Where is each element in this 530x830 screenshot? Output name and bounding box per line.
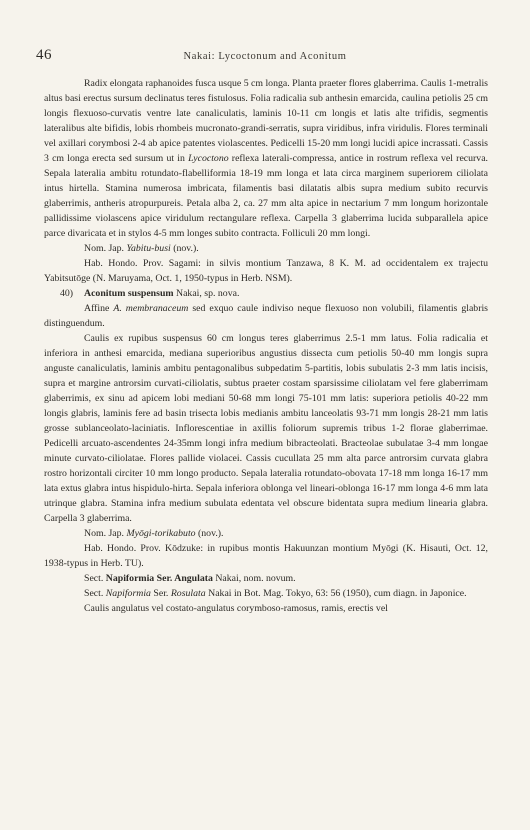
sect-suffix: Nakai in Bot. Mag. Tokyo, 63: 56 (1950), cum diagn. in Japonice. (205, 588, 467, 599)
habitat-yabitu: Hab. Hondo. Prov. Sagami: in silvis montium Tanzawa, 8 K. M. ad occidentalem ex trajectu Yabitsutōge (N. Maruyama, Oct. 1, 1950-typus in Herb. NSM). (44, 258, 488, 284)
section-angulata (44, 571, 488, 586)
species-number: 40) (60, 288, 74, 299)
affine-text: sed exquo caule indiviso neque flexuoso non volubili, filamentis glabris distinguendum. (44, 303, 488, 329)
nom-label: Nom. Jap. (84, 243, 127, 254)
sect-prefix: Sect. (84, 573, 106, 584)
section-rosulata (44, 586, 488, 601)
sect-mid: Ser. (150, 588, 171, 599)
affine-prefix: Affine (84, 303, 114, 314)
japanese-name-yabitu (44, 241, 488, 256)
angulata-description: Caulis angulatus vel costato-angulatus corymboso-ramosus, ramis, erectis vel (84, 603, 388, 614)
nom-suffix: (nov.). (170, 243, 199, 254)
description-text-part2: reflexa laterali-compressa, antice in rostrum reflexa vel recurva. Sepala lateralia ambitu rotundato-flabelliformia 18-19 mm longa et lata circa marginem superiorem ciliolata intus hirtella. Stamina numerosa imbricata, filamentis basi dilatatis albis supra medium subito recurvis glaberrimis, antheris atropurpureis. Petala alba 2, ca. 27 mm alta apice in nectarium 7 mm longum horizontale pallidissime violascens apice viridulum rectangulare reflexa. Carpella 3 glaberrima lucida subparallela apice parce divaricata et in stylos 4-5 mm longes subito contracta. Folliculi 20 mm longi. (44, 153, 488, 239)
habitat-myogi: Hab. Hondo. Prov. Kōdzuke: in rupibus montis Hakuunzan montium Myōgi (K. Hisauti, Oct. 12, 1938-typus in Herb. TU). (44, 543, 488, 569)
genus-lycoctono: Lycoctono (188, 153, 229, 164)
sect-bold-name: Napiformia Ser. Angulata (105, 573, 213, 584)
description-text-part1: Radix elongata raphanoides fusca usque 5 cm longa. Planta praeter flores glaberrima. Caulis 1-metralis altus basi erectus sursum declinatus teres fistulosus. Folia radicalia sub anthesin emarcida, caulina petiolis 25 cm longis flexuoso-curvatis ventre late canaliculatis, laminis 10-11 cm longis et latis alte trifidis, segmentis lateralibus alte bifidis, lobis rhombeis mucronato-grandi-serratis, supra viridibus, infra viridulis. Flores terminali vel axillari corymbosi 2-4 ab apice patentes violascentes. Pedicelli 15-20 mm longi lucidi apice incrassati. Cassis 3 cm longa erecta sed sursum ut in (44, 78, 488, 164)
nom-suffix: (nov.). (195, 528, 224, 539)
series-name: Rosulata (170, 588, 206, 599)
nom-name: Yabitu-busi (126, 243, 171, 254)
species-heading-suspensum (44, 286, 488, 301)
running-title: Nakai: Lycoctonum and Aconitum (183, 51, 347, 62)
species-author: Nakai, sp. nova. (173, 288, 240, 299)
affine-taxon: A. membranaceum (113, 303, 189, 314)
suspensum-description: Caulis ex rupibus suspensus 60 cm longus teres glaberrimus 2.5-1 mm latus. Folia radicalia et inferiora in anthesi emarcida, mediana superioribus angustius dissecta cum petiolis 50-40 mm longis supra anguste canaliculatis, laminis ambitu pentagonalibus subpedatim 5-partitis, lobis subulatis 2-3 mm latis incisis, supra et margine antrorsim curvati-ciliolatis, subtus praeter costam sparsissime ciliolatam vel fere glaberrimam glaberrimis, ex sinu ad apicem lobi mediani 50-68 mm longi 75-101 mm latis: superiora petiolis 40-22 mm longis glabris, laminis fere ad basin trisecta lobis medianis ambitu lanceolatis 93-71 mm longis 28-21 mm latis grosse sublanceolato-laciniatis. Inflorescentiae in axillis foliorum supremis tribus 1-2 florae glaberrimae. Pedicelli arcuato-ascendentes 24-35mm longi infra medium bibracteolati. Bracteolae subulatae 3-4 mm longae minute curvato-ciliolatae. Flores pallide violacei. Cassis cucullata 25 mm alta parce antrorsim curvata glabra rostro horizontali circiter 10 mm longo producto. Sepala lateralia rotundato-obovata 17-18 mm longa 16-17 mm lata extus glabra intus hispidulo-hirta. Sepala inferiora oblonga vel lineari-oblonga 16-17 mm longa 4-6 mm lata utrinque glabra. Stamina infra medium subulata edentata vel obscure bidentata supra medium linearia glabra. Carpella 3 glaberrima. (44, 333, 488, 524)
sect-suffix: Nakai, nom. novum. (212, 573, 296, 584)
affinity-paragraph (44, 301, 488, 331)
sect-prefix: Sect. (84, 588, 106, 599)
nom-name: Myōgi-torikabuto (126, 528, 196, 539)
nom-label: Nom. Jap. (84, 528, 127, 539)
japanese-name-myogi (44, 526, 488, 541)
species-name: Aconitum suspensum (84, 288, 174, 299)
description-paragraph (44, 76, 488, 241)
body-text (44, 76, 488, 616)
sect-name: Napiformia (105, 588, 151, 599)
page-number: 46 (36, 47, 52, 63)
